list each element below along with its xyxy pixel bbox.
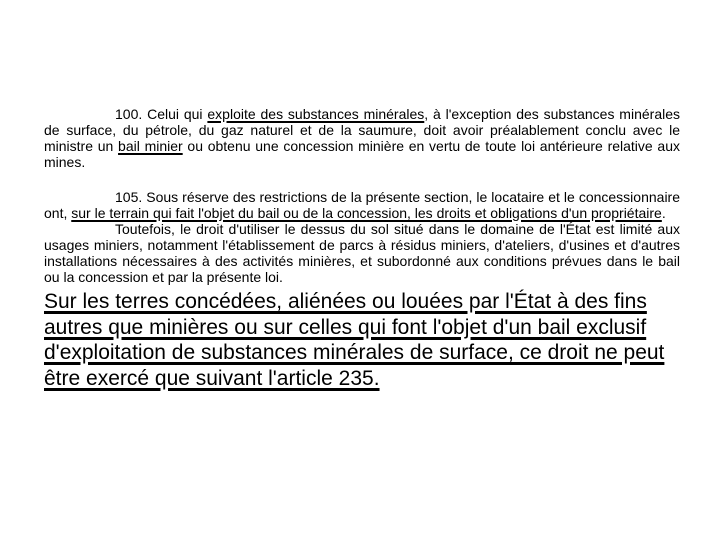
paragraph-article-105-second: Toutefois, le droit d'utiliser le dessus du sol situé dans le domaine de l'État est limité aux usages miniers, notamment l'établissement de parcs à résidus miniers, d'ateliers, d'usines et d'autres installations nécessaires à des activités minières, et subordonné aux conditions prévues dans le bail ou la concession et par la présente loi. (44, 221, 680, 285)
text-segment: Celui qui (142, 106, 208, 122)
article-number-105: 105. (115, 189, 143, 205)
document-body (44, 106, 680, 391)
underlined-phrase-exploite: exploite des substances minérales (207, 106, 425, 122)
emphasized-paragraph: Sur les terres concédées, aliénées ou louées par l'État à des fins autres que minières ou sur celles qui font l'objet d'un bail exclusif d'exploitation de substances minérales de surface, ce droit ne peut être exercé que suivant l'article 235. (44, 290, 665, 390)
text-segment: ou obtenu une concession minière en vertu de toute loi antérieure relative aux mines. (44, 138, 680, 170)
text-segment: Sous réserve des restrictions de la présente section, le locataire et le concessionnaire ont, (44, 189, 680, 221)
text-segment: . (661, 205, 666, 221)
paragraph-article-100 (44, 106, 680, 170)
article-number-100: 100. (115, 106, 143, 122)
underlined-phrase-terrain: sur le terrain qui fait l'objet du bail ou de la concession, les droits et obligations d'un propriétaire (71, 205, 662, 221)
paragraph-article-105 (44, 189, 680, 221)
text-segment: , à l'exception des substances minérales de surface, du pétrole, du gaz naturel et de la saumure, doit avoir préalablement conclu avec le ministre un (44, 106, 680, 154)
underlined-phrase-bail-minier: bail minier (118, 138, 183, 154)
